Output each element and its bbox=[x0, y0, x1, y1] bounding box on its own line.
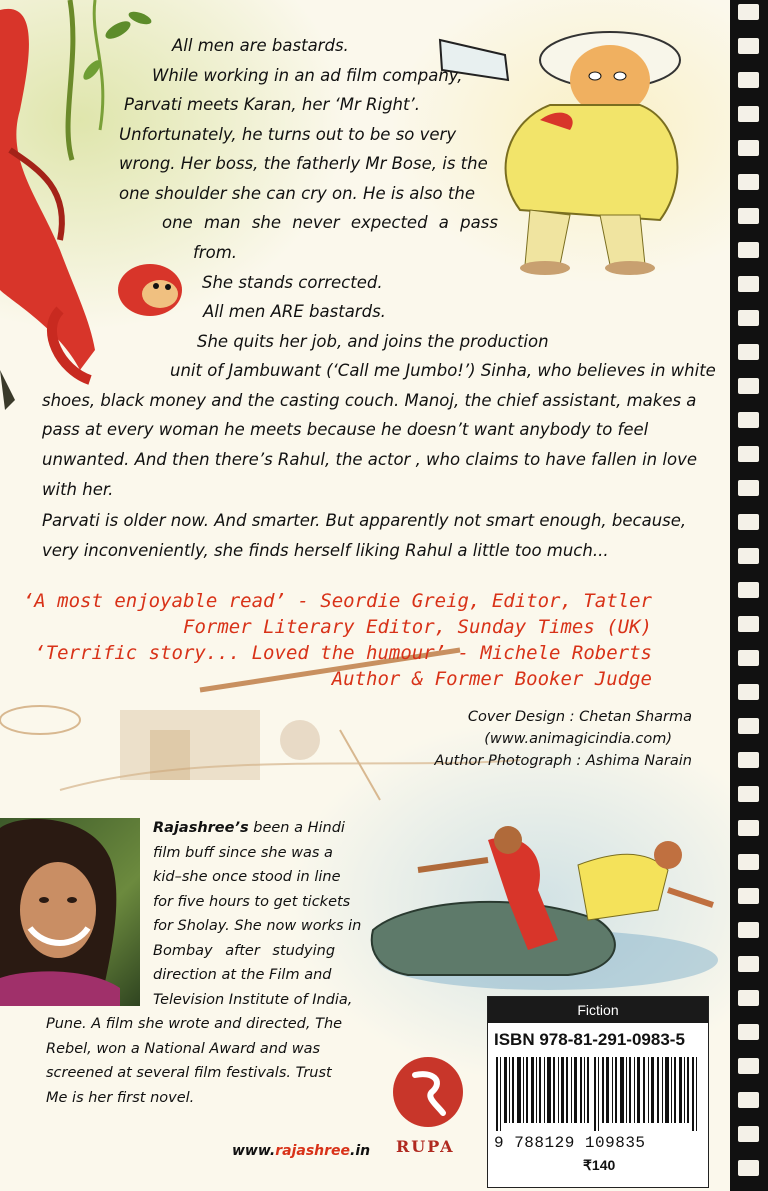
genre-label: Fiction bbox=[488, 997, 708, 1023]
blurb-line: She stands corrected. bbox=[202, 273, 383, 292]
film-sprocket-hole bbox=[738, 38, 759, 54]
blurb-line: Parvati meets Karan, her ‘Mr Right’. bbox=[124, 95, 420, 114]
author-bio-line: for five hours to get tickets bbox=[153, 894, 351, 910]
blurb-line: unwanted. And then there’s Rahul, the actor , who claims to have fallen in love bbox=[42, 450, 697, 469]
blurb-line: one man she never expected a pass bbox=[162, 213, 498, 232]
blurb-line: unit of Jambuwant (‘Call me Jumbo!’) Sinha, who believes in white bbox=[170, 361, 716, 380]
film-sprocket-hole bbox=[738, 4, 759, 20]
blurb-line: pass at every woman he meets because he doesn’t want anybody to feel bbox=[42, 420, 649, 439]
buffalo-couple-illustration bbox=[368, 810, 728, 1000]
film-sprocket-hole bbox=[738, 684, 759, 700]
blurb-line: shoes, black money and the casting couch. Manoj, the chief assistant, makes a bbox=[42, 391, 697, 410]
author-photo-credit: Author Photograph : Ashima Narain bbox=[434, 753, 692, 769]
review-quote: ‘Terrific story... Loved the humour’ - Michele Roberts bbox=[34, 642, 652, 664]
author-bio-line: kid–she once stood in line bbox=[153, 869, 341, 885]
film-sprocket-hole bbox=[738, 344, 759, 360]
price-label: ₹140 bbox=[583, 1157, 616, 1173]
author-bio-line: Rebel, won a National Award and was bbox=[46, 1041, 321, 1057]
film-sprocket-hole bbox=[738, 480, 759, 496]
film-sprocket-hole bbox=[738, 514, 759, 530]
film-sprocket-hole bbox=[738, 956, 759, 972]
film-sprocket-hole bbox=[738, 208, 759, 224]
film-sprocket-hole bbox=[738, 820, 759, 836]
blurb-line: All men ARE bastards. bbox=[203, 302, 386, 321]
film-sprocket-hole bbox=[738, 310, 759, 326]
film-sprocket-hole bbox=[738, 378, 759, 394]
cover-design-credit: Cover Design : Chetan Sharma bbox=[467, 709, 692, 725]
film-sprocket-hole bbox=[738, 548, 759, 564]
film-sprocket-hole bbox=[738, 990, 759, 1006]
blurb-line: She quits her job, and joins the production bbox=[197, 332, 549, 351]
film-sprocket-hole bbox=[738, 650, 759, 666]
film-sprocket-hole bbox=[738, 1092, 759, 1108]
publisher-name: RUPA bbox=[396, 1137, 455, 1156]
author-bio-text: been a Hindi bbox=[248, 820, 345, 836]
isbn-barcode-box bbox=[487, 996, 709, 1188]
film-sprocket-hole bbox=[738, 1058, 759, 1074]
blurb-line: While working in an ad film company, bbox=[152, 66, 463, 85]
film-sprocket-hole bbox=[738, 582, 759, 598]
film-sprocket-hole bbox=[738, 242, 759, 258]
blurb-line: Unfortunately, he turns out to be so very bbox=[119, 125, 457, 144]
film-sprocket-hole bbox=[738, 616, 759, 632]
film-sprocket-hole bbox=[738, 446, 759, 462]
blurb-line: very inconveniently, she finds herself liking Rahul a little too much... bbox=[42, 541, 609, 560]
author-website[interactable] bbox=[232, 1143, 370, 1159]
website-name: rajashree bbox=[275, 1143, 351, 1159]
website-prefix: www. bbox=[232, 1143, 276, 1159]
author-bio-line: Bombay after studying bbox=[153, 943, 336, 959]
film-sprocket-hole bbox=[738, 752, 759, 768]
author-bio-line: Pune. A film she wrote and directed, The bbox=[46, 1016, 343, 1032]
film-sprocket-hole bbox=[738, 888, 759, 904]
film-strip-border bbox=[730, 0, 768, 1191]
author-bio-line bbox=[153, 816, 345, 841]
film-sprocket-hole bbox=[738, 1126, 759, 1142]
film-sprocket-hole bbox=[738, 174, 759, 190]
film-sprocket-hole bbox=[738, 1160, 759, 1176]
film-sprocket-hole bbox=[738, 1024, 759, 1040]
blurb-line: from. bbox=[193, 243, 238, 262]
blurb-line: one shoulder she can cry on. He is also the bbox=[119, 184, 475, 203]
film-sprocket-hole bbox=[738, 412, 759, 428]
film-sprocket-hole bbox=[738, 276, 759, 292]
cover-design-website: (www.animagicindia.com) bbox=[484, 731, 672, 747]
blurb-line: Parvati is older now. And smarter. But apparently not smart enough, because, bbox=[42, 511, 687, 530]
blurb-line: All men are bastards. bbox=[172, 36, 349, 55]
barcode-digits: 9 788129 109835 bbox=[494, 1134, 646, 1152]
film-sprocket-hole bbox=[738, 718, 759, 734]
blurb-line: with her. bbox=[42, 480, 114, 499]
author-bio-line: direction at the Film and bbox=[153, 967, 332, 983]
rupa-logo-icon bbox=[393, 1057, 463, 1127]
website-suffix: .in bbox=[350, 1143, 371, 1159]
film-sprocket-hole bbox=[738, 854, 759, 870]
film-sprocket-hole bbox=[738, 106, 759, 122]
barcode-icon bbox=[496, 1057, 700, 1131]
blurb-line: wrong. Her boss, the fatherly Mr Bose, is the bbox=[119, 154, 488, 173]
author-photo bbox=[0, 818, 140, 1006]
author-bio-line: Me is her first novel. bbox=[46, 1090, 195, 1106]
film-sprocket-hole bbox=[738, 786, 759, 802]
author-bio-line: film buff since she was a bbox=[153, 845, 333, 861]
film-sprocket-hole bbox=[738, 140, 759, 156]
review-attribution: Former Literary Editor, Sunday Times (UK) bbox=[183, 616, 652, 638]
author-name: Rajashree’s bbox=[153, 820, 249, 836]
author-bio-line: for Sholay. She now works in bbox=[153, 918, 362, 934]
review-quote: ‘A most enjoyable read’ - Seordie Greig, Editor, Tatler bbox=[22, 590, 652, 612]
review-attribution: Author & Former Booker Judge bbox=[331, 668, 652, 690]
film-sprocket-hole bbox=[738, 72, 759, 88]
isbn-number: ISBN 978-81-291-0983-5 bbox=[494, 1030, 685, 1049]
author-bio-line: Television Institute of India, bbox=[153, 992, 353, 1008]
author-bio-line: screened at several film festivals. Trust bbox=[46, 1065, 332, 1081]
film-sprocket-hole bbox=[738, 922, 759, 938]
